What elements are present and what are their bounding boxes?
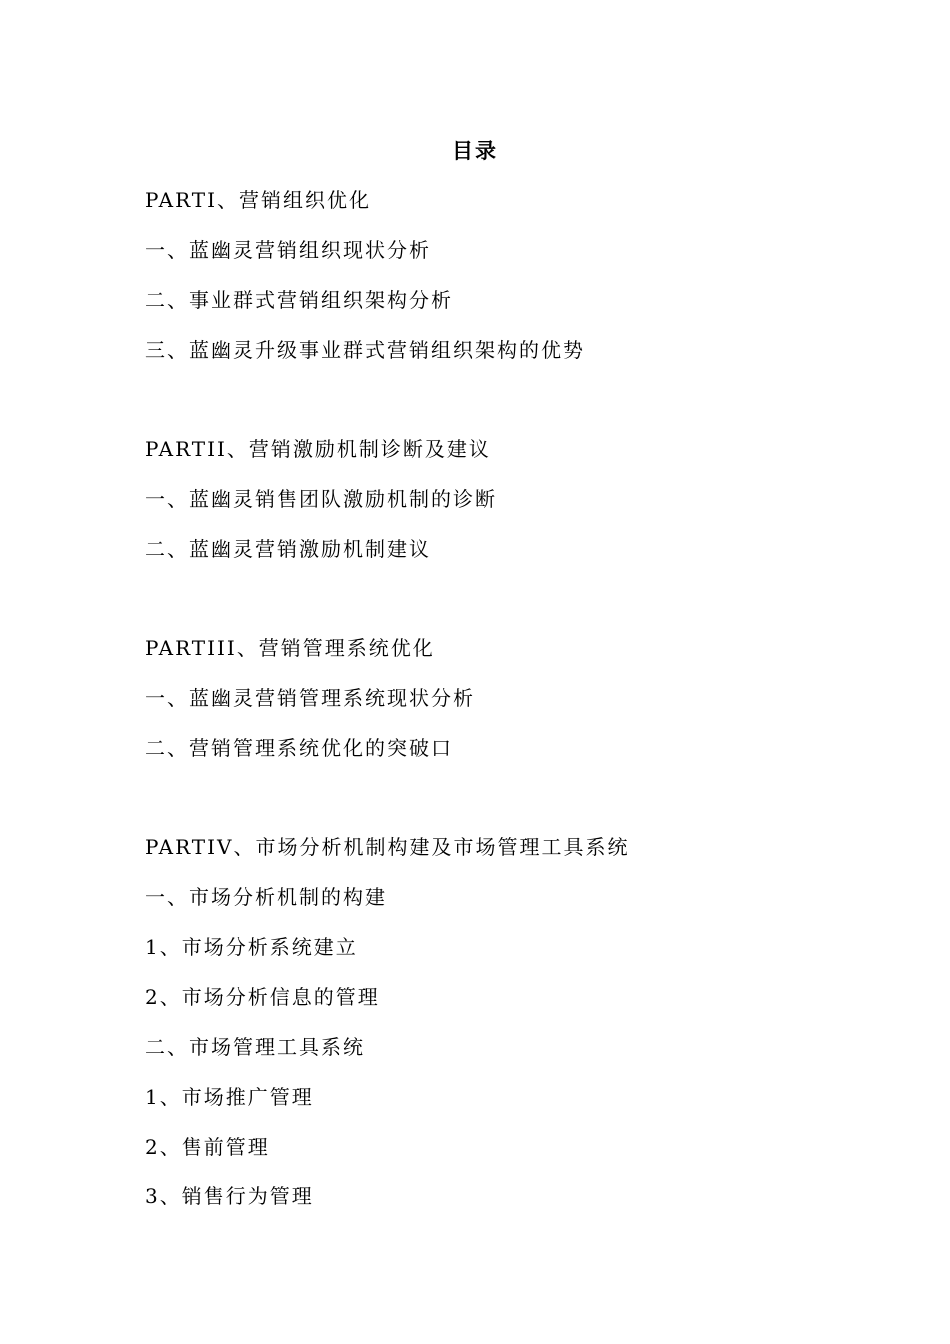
toc-title: 目录	[452, 138, 498, 163]
toc-item: 一、市场分析机制的构建	[145, 885, 387, 909]
toc-item: 一、蓝幽灵营销组织现状分析	[145, 238, 431, 262]
toc-item: 二、事业群式营销组织架构分析	[145, 288, 453, 312]
toc-part-3: PARTIII、营销管理系统优化	[145, 636, 435, 660]
toc-part-1: PARTI、营销组织优化	[145, 188, 372, 212]
toc-subitem: 2、市场分析信息的管理	[145, 985, 380, 1009]
toc-subitem: 3、销售行为管理	[145, 1184, 314, 1208]
toc-item: 一、蓝幽灵销售团队激励机制的诊断	[145, 487, 497, 511]
toc-item: 二、市场管理工具系统	[145, 1035, 365, 1059]
toc-subitem: 1、市场推广管理	[145, 1085, 314, 1109]
toc-item: 二、营销管理系统优化的突破口	[145, 736, 453, 760]
toc-item: 三、蓝幽灵升级事业群式营销组织架构的优势	[145, 338, 585, 362]
toc-subitem: 1、市场分析系统建立	[145, 935, 358, 959]
toc-subitem: 2、售前管理	[145, 1135, 270, 1159]
toc-item: 一、蓝幽灵营销管理系统现状分析	[145, 686, 475, 710]
toc-part-2: PARTII、营销激励机制诊断及建议	[145, 437, 491, 461]
toc-part-4: PARTIV、市场分析机制构建及市场管理工具系统	[145, 835, 630, 859]
toc-item: 二、蓝幽灵营销激励机制建议	[145, 537, 431, 561]
